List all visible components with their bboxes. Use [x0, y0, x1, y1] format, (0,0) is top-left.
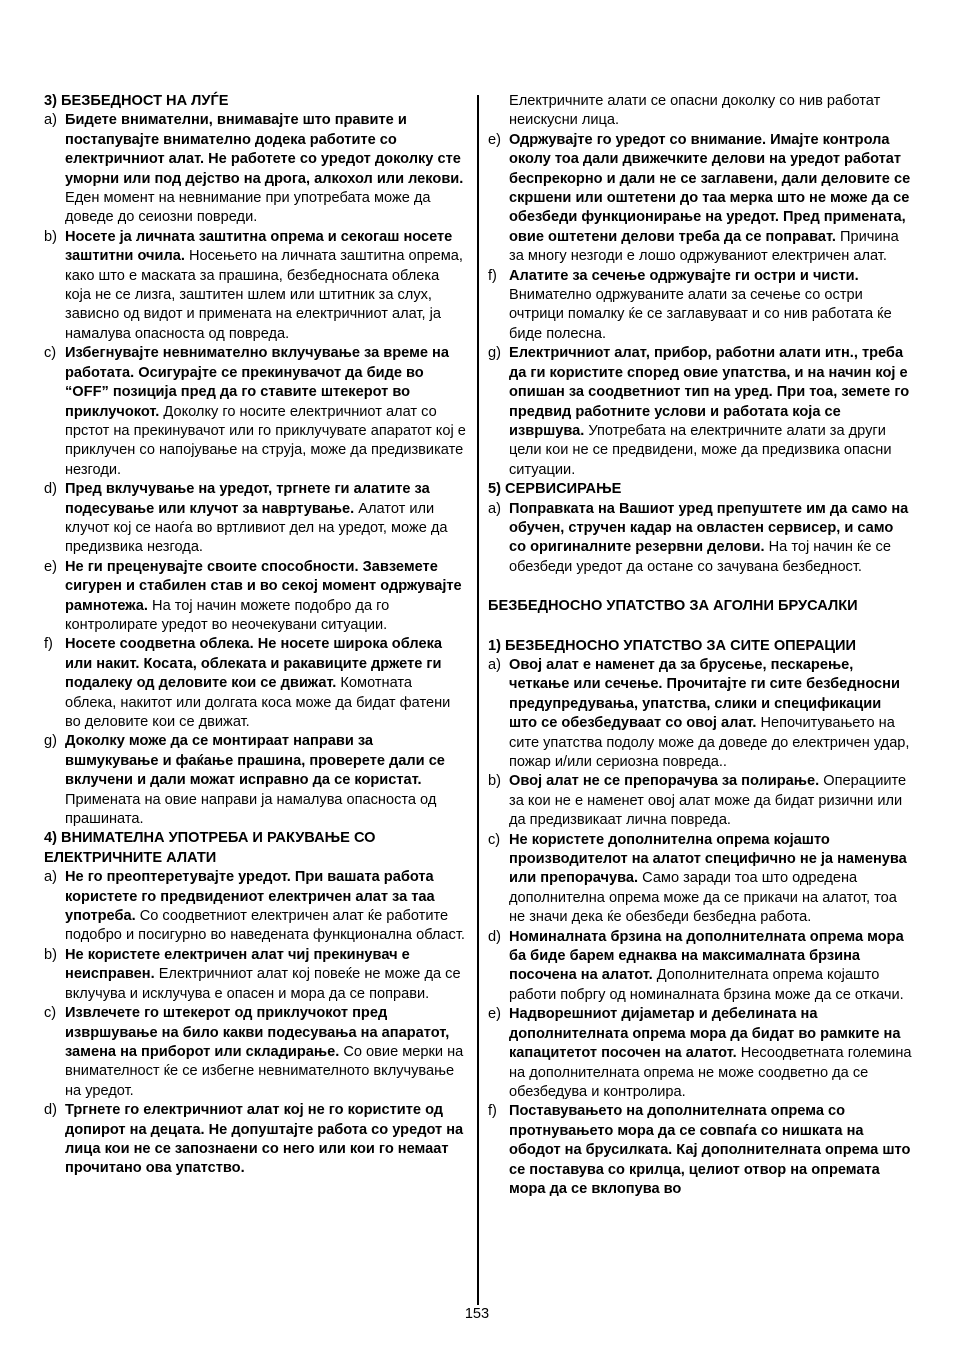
page-number: 153 [464, 1306, 490, 1322]
section-1-heading: 1) БЕЗБЕДНОСНО УПАТСТВО ЗА СИТЕ ОПЕРАЦИИ [488, 637, 857, 654]
item-bold-text: Бидете внимателни, внимавајте што правите и постапувајте внимателно додека работите со електричниот алат. Не работете со уредот доколку сте уморни или под дејство на дрога, алкохол или лекови. [65, 112, 464, 187]
item-label: e) [488, 131, 501, 148]
item-label: b) [44, 228, 57, 245]
section-4-heading: 4) ВНИМАТЕЛНА УПОТРЕБА И РАКУВАЊЕ СО ЕЛЕКТРИЧНИТЕ АЛАТИ [44, 830, 376, 866]
item-bold-text: Електричниот алат, прибор, работни алати итн., треба да ги користите според овие упатства, и на начин кој е опишан за соодветниот тип на уред. При тоа, земете го предвид работните услови и работата која се извршува. [509, 345, 910, 439]
item-text: Само заради тоа што одредена дополнителна опрема може да се прикачи на алатот, тоа не значи дека ќе обезбеди безбедна работа. [509, 870, 897, 926]
item-bold-text: Надворешниот дијаметар и дебелината на дополнителната опрема мора да бидат во рамките на капацитетот посочен на алатот. [509, 1006, 901, 1062]
list-item [488, 344, 912, 480]
list-item [44, 558, 466, 636]
list-item [44, 946, 466, 1004]
item-text: Со соодветниот електричен алат ќе работите подобро и посигурно во наведената функционална област. [65, 908, 465, 944]
item-label: d) [44, 481, 57, 498]
column-divider [477, 95, 479, 1305]
item-bold-text: Поправката на Вашиот уред препуштете им да само на обучен, стручен кадар на овластен сервисер, и само со оригиналните резервни делови. [509, 500, 909, 556]
list-item [488, 267, 912, 345]
item-text: Доколку го носите електричниот алат со прстот на прекинувачот или го приклучувате апаратот кој е приклучен со напојување на струја, може да предизвикате незгоди. [65, 403, 466, 478]
item-text: Носењето на личната заштитна опрема, како што е маската за прашина, безбедносната облека која не се лизга, заштитен шлем или штитник за слух, зависно од видот и примената на електричниот алат, ја намалува опасноста од повреда. [65, 248, 463, 342]
item-text: Операциите за кои не е наменет овој алат може да бидат ризични или да предизвикаат лична повреда. [509, 773, 907, 829]
item-bold-text: Алатите за сечење одржувајте ги остри и чисти. [509, 267, 859, 284]
right-column [488, 92, 912, 1199]
item-bold-text: Овој алат е наменет да за брусење, пескарење, четкање или сечење. Прочитајте ги сите безбедносни предупредувања, упатства, слики и спецификации што се обезбедуваат со овој алат. [509, 656, 900, 732]
left-column [44, 92, 466, 1179]
item-bold-text: Носете соодветна облека. Не носете широка облека или накит. Косата, облеката и ракавиците држете ги подалеку од деловите кои се движат. [65, 636, 442, 692]
continuation-text: Електричните алати се опасни доколку со нив работат неискусни лица. [509, 93, 881, 129]
item-bold-text: Избегнувајте невнимателно вклучување за време на работата. Осигурајте се прекинувачот да биде во “OFF” позиција пред да го ставите штекерот во приклучокот. [65, 345, 449, 420]
list-item [488, 1005, 912, 1102]
list-item [488, 928, 912, 1006]
item-text: Причина за многу незгоди е лошо одржуваниот електричен алат. [509, 228, 899, 265]
list-item [44, 1101, 466, 1179]
item-label: a) [488, 656, 501, 673]
list-item [44, 635, 466, 732]
main-heading: БЕЗБЕДНОСНО УПАТСТВО ЗА АГОЛНИ БРУСАЛКИ [488, 598, 858, 615]
list-item [44, 732, 466, 829]
item-text: Еден момент на невнимание при употребата може да доведе до сеиозни повреди. [65, 190, 431, 226]
list-item [44, 1004, 466, 1101]
item-bold-text: Извлечете го штекерот од приклучокот пред извршување на било какви подесувања на апаратот, замена на приборот или складирање. [65, 1005, 450, 1060]
item-label: a) [44, 869, 57, 886]
item-text: Внимателно одржуваните алати за сечење со остри очтрици помалку ќе се заглавуваат и со нив работата ќе биде полесна. [509, 287, 892, 342]
item-text: Дополнителната опрема којашто работи побргу од номиналната брзина може да се откачи. [509, 967, 904, 1003]
item-text: На тој начин ќе се обезбеди уредот да остане со зачувана безбедност. [509, 539, 891, 575]
list-item [488, 772, 912, 830]
item-text: Примената на овие направи ја намалува опасноста од прашината. [65, 791, 437, 828]
list-item [488, 656, 912, 772]
item-label: f) [488, 1103, 497, 1120]
item-label: g) [44, 733, 57, 750]
item-text: На тој начин можете подобро да го контролирате уредот во неочекувани ситуации. [65, 597, 390, 633]
item-label: f) [488, 267, 497, 284]
item-bold-text: Тргнете го електричниот алат кој не го користите од допирот на децата. Не допуштајте работа со уредот на лица кои не се запознаени со него или кои го немаат прочитано ова упатство. [65, 1102, 464, 1177]
item-bold-text: Не ги преценувајте своите способности. Завземете сигурен и стабилен став и во секој момент одржувајте рамнотежа. [65, 558, 462, 614]
list-item [44, 344, 466, 480]
item-label: d) [44, 1102, 57, 1119]
section-3-heading: 3) БЕЗБЕДНОСТ НА ЛУЃЕ [44, 93, 229, 109]
item-text: Несоодветната големина на дополнителната опрема не може соодветно да се обезбедува и контролира. [509, 1045, 912, 1100]
item-text: Електричниот алат кој повеќе не може да се вклучува и исклучува е опасен и мора да се поправи. [65, 966, 461, 1002]
item-bold-text: Поставувањето на дополнителната опрема со протнувањето мора да се совпаѓа со нишката на ободот на брусилката. Кај дополнителната опрема што се поставува со крилца, целиот отвор на опремата мора да се вклопува во [509, 1103, 911, 1197]
item-label: a) [44, 112, 57, 129]
item-label: f) [44, 636, 53, 653]
list-item [44, 111, 466, 227]
item-bold-text: Не користете електричен алат чиј прекинувач е неисправен. [65, 946, 410, 983]
list-item [488, 1102, 912, 1199]
list-item [488, 500, 912, 578]
item-label: e) [488, 1006, 501, 1023]
item-label: d) [488, 928, 501, 945]
list-item [488, 831, 912, 928]
item-label: a) [488, 500, 501, 517]
item-label: e) [44, 558, 57, 575]
item-label: b) [488, 773, 501, 790]
item-bold-text: Не користете дополнителна опрема којашто производителот на алатот специфично не ја наменува или препорачува. [509, 831, 907, 887]
item-bold-text: Одржувајте го уредот со внимание. Имајте контрола околу тоа дали движечките делови на уредот работат беспрекорно и дали не се заглавени, дали деловите се скршени или оштетени до таа мерка што не може да се обезбеди функционирање на уредот. Пред примената, овие оштетени делови треба да се поправат. [509, 131, 911, 245]
item-label: c) [44, 345, 57, 362]
item-bold-text: Номиналната брзина на дополнителната опрема мора ба биде барем еднаква на максималната брзина посочена на алатот. [509, 928, 904, 984]
item-text: Со овие мерки на внимателност ќе се избегне невнимателното вклучување на уредот. [65, 1043, 464, 1099]
item-bold-text: Не го преоптеретувајте уредот. При вашата работа користете го предвидениот електричен алат за таа употреба. [65, 869, 435, 925]
item-label: c) [44, 1005, 57, 1022]
item-label: g) [488, 345, 501, 362]
section-5-heading: 5) СЕРВИСИРАЊЕ [488, 481, 622, 498]
item-label: b) [44, 946, 57, 963]
item-label: c) [488, 831, 501, 848]
item-text: Употребата на електричните алати за други цели кои не се предвидени, може да предизвика опасни ситуации. [509, 422, 892, 478]
item-bold-text: Доколку може да се монтираат направи за вшмукување и фаќање прашина, проверете дали се вклучени и дали можат исправно да се користат. [65, 733, 445, 789]
item-text: Комотната облека, накитот или долгата коса може да бидат фатени во деловите кои се движат. [65, 675, 451, 730]
item-bold-text: Носете ја личната заштитна опрема и секогаш носете заштитни очила. [65, 228, 453, 265]
item-bold-text: Пред вклучување на уредот, тргнете ги алатите за подесување или клучот за навртување. [65, 481, 430, 517]
list-item [44, 228, 466, 344]
item-text: Алатот или клучот кој се наоѓа во вртливиот дел на уредот, може да предизвика незгода. [65, 500, 448, 556]
item-text: Непочитувањето на сите упатства подолу може да доведе до електричен удар, пожар и/или сериозна повреда.. [509, 715, 910, 770]
list-item [488, 131, 912, 267]
list-item [44, 480, 466, 558]
item-bold-text: Овој алат не се препорачува за полирање. [509, 773, 820, 790]
list-item [44, 868, 466, 946]
